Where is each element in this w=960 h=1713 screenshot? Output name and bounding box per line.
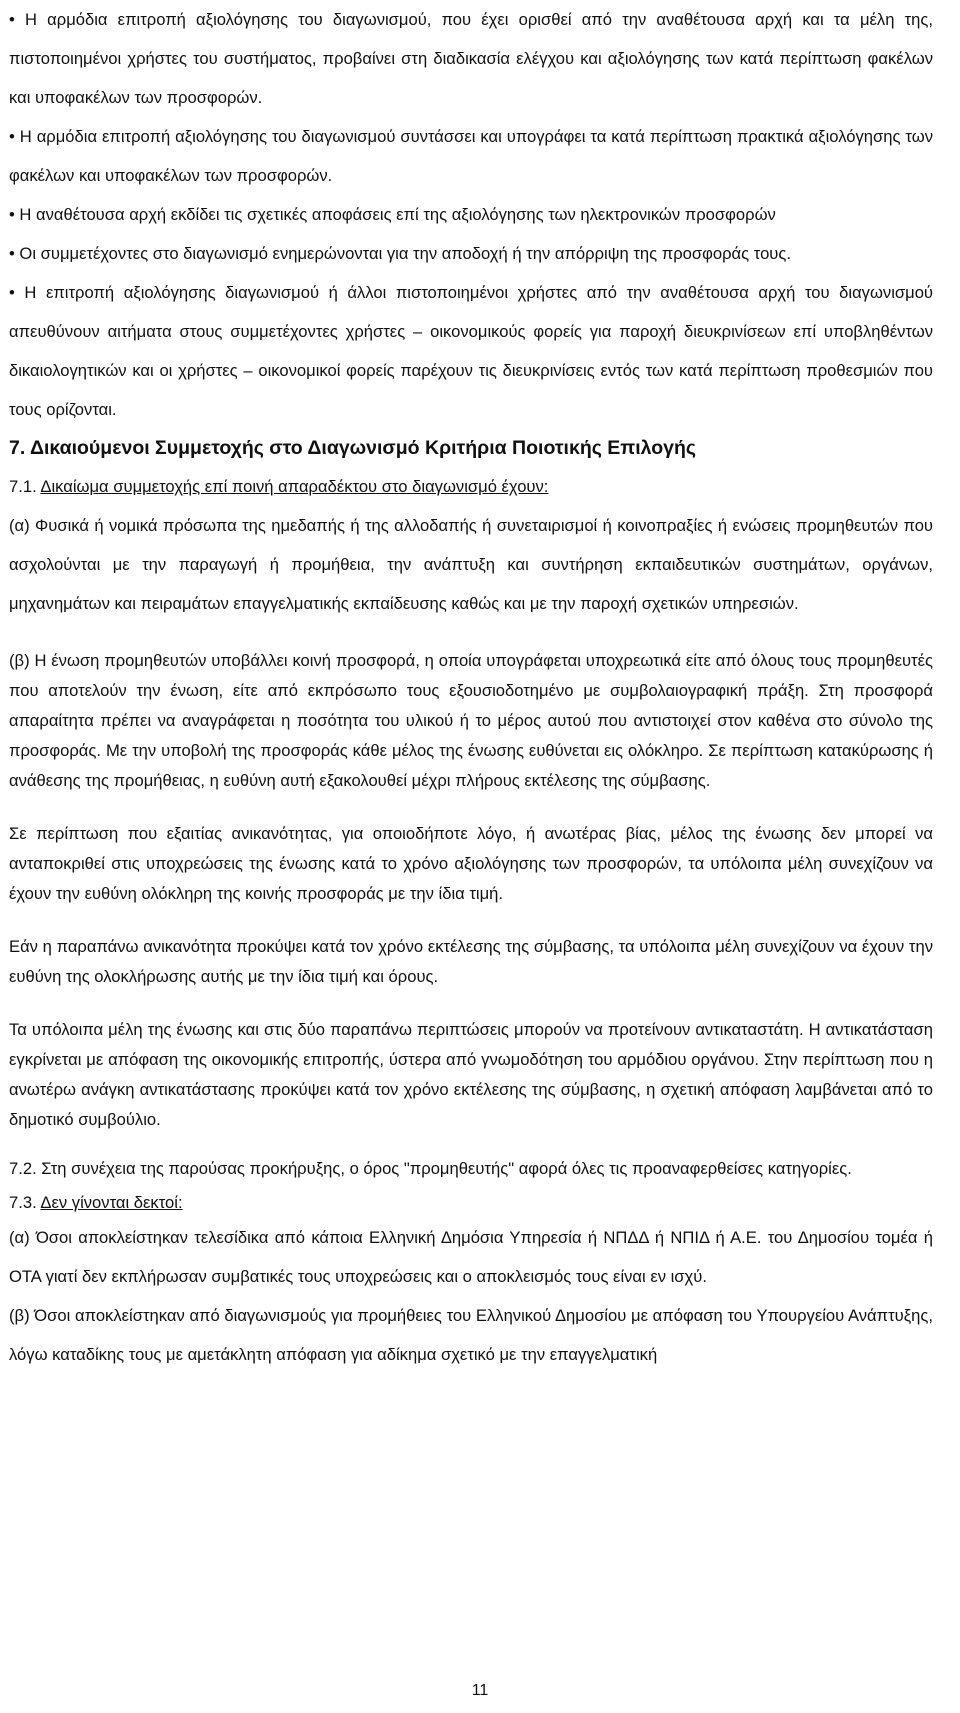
section-7-1-paragraph-2: Εάν η παραπάνω ανικανότητα προκύψει κατά τον χρόνο εκτέλεσης της σύμβασης, τα υπόλοιπα μέλη συνεχίζουν να έχουν την ευθύνη της ολοκλήρωσης αυτής με την ίδια τιμή και όρους.: [9, 937, 933, 986]
section-7-heading-text: 7. Δικαιούμενοι Συμμετοχής στο Διαγωνισμό Κριτήρια Ποιοτικής Επιλογής: [9, 437, 697, 459]
section-7-3-a: (α) Όσοι αποκλείστηκαν τελεσίδικα από κάποια Ελληνική Δημόσια Υπηρεσία ή ΝΠΔΔ ή ΝΠΙΔ ή Α.Ε. του Δημοσίου τομέα ή ΟΤΑ γιατί δεν εκπλήρωσαν συμβατικές τους υποχρεώσεις και ο αποκλεισμός τους είναι εν ισχύ.: [9, 1228, 933, 1286]
document-page: [9, 0, 933, 1374]
section-7-1-paragraph-1: Σε περίπτωση που εξαιτίας ανικανότητας, για οποιοδήποτε λόγο, ή ανωτέρας βίας, μέλος της ένωσης δεν μπορεί να ανταποκριθεί στις υποχρεώσεις της ένωσης κατά το χρόνο αξιολόγησης των προσφορών, τα υπόλοιπα μέλη συνεχίζουν να έχουν την ευθύνη ολόκληρη της κοινής προσφοράς με την ίδια τιμή.: [9, 824, 933, 903]
section-7-1-title: [9, 467, 933, 506]
bullet-participants-notified: • Οι συμμετέχοντες στο διαγωνισμό ενημερώνονται για την αποδοχή ή την απόρριψη της προσφοράς τους.: [9, 234, 933, 273]
section-7-heading: [9, 433, 933, 463]
section-7-2: 7.2. Στη συνέχεια της παρούσας προκήρυξης, ο όρος "προμηθευτής" αφορά όλες τις προαναφερθείσες κατηγορίες.: [9, 1159, 852, 1178]
section-7-1-paragraph-3: Τα υπόλοιπα μέλη της ένωσης και στις δύο παραπάνω περιπτώσεις μπορούν να προτείνουν αντικαταστάτη. Η αντικατάσταση εγκρίνεται με απόφαση της οικονομικής επιτροπής, ύστερα από γνωμοδότηση του αρμόδιου οργάνου. Στην περίπτωση που η ανωτέρω ανάγκη αντικατάστασης προκύψει κατά τον χρόνο εκτέλεσης της σύμβασης, η σχετική απόφαση λαμβάνεται από το δημοτικό συμβούλιο.: [9, 1020, 933, 1129]
section-7-1-a: (α) Φυσικά ή νομικά πρόσωπα της ημεδαπής ή της αλλοδαπής ή συνεταιρισμοί ή κοινοπραξίες ή ενώσεις προμηθευτών που ασχολούνται με την παραγωγή ή προμήθεια, την ανάπτυξη και συντήρηση εκπαιδευτικών συστημάτων, οργάνων, μηχανημάτων και πειραμάτων επαγγελματικής εκπαίδευσης καθώς και με την παροχή σχετικών υπηρεσιών.: [9, 516, 933, 613]
section-7-3-b: (β) Όσοι αποκλείστηκαν από διαγωνισμούς για προμήθειες του Ελληνικού Δημοσίου με απόφαση του Υπουργείου Ανάπτυξης, λόγω καταδίκης τους με αμετάκλητη απόφαση για αδίκημα σχετικό με την επαγγελματική: [9, 1306, 933, 1364]
bullet-authority-decisions: • Η αναθέτουσα αρχή εκδίδει τις σχετικές αποφάσεις επί της αξιολόγησης των ηλεκτρονικών προσφορών: [9, 195, 933, 234]
section-7-1-title-text: Δικαίωμα συμμετοχής επί ποινή απαραδέκτου στο διαγωνισμό έχουν:: [40, 477, 549, 496]
bullet-clarifications: • Η επιτροπή αξιολόγησης διαγωνισμού ή άλλοι πιστοποιημένοι χρήστες από την αναθέτουσα αρχή του διαγωνισμού απευθύνουν αιτήματα στους συμμετέχοντες χρήστες – οικονομικούς φορείς για παροχή διευκρινίσεων επί υποβληθέντων δικαιολογητικών και οι χρήστες – οικονομικοί φορείς παρέχουν τις διευκρινίσεις εντός των κατά περίπτωση προθεσμιών που τους ορίζονται.: [9, 273, 933, 429]
section-7-3-number: 7.3.: [9, 1193, 37, 1212]
bullet-committee-evaluation: • Η αρμόδια επιτροπή αξιολόγησης του διαγωνισμού, που έχει ορισθεί από την αναθέτουσα αρχή και τα μέλη της, πιστοποιημένοι χρήστες του συστήματος, προβαίνει στη διαδικασία ελέγχου και αξιολόγησης των κατά περίπτωση φακέλων και υποφακέλων των προσφορών.: [9, 0, 933, 117]
section-7-3-title-text: Δεν γίνονται δεκτοί:: [40, 1193, 183, 1212]
section-7-1-number: 7.1.: [9, 477, 37, 496]
bullet-committee-minutes: • Η αρμόδια επιτροπή αξιολόγησης του διαγωνισμού συντάσσει και υπογράφει τα κατά περίπτωση πρακτικά αξιολόγησης των φακέλων και υποφακέλων των προσφορών.: [9, 117, 933, 195]
page-number: 11: [471, 1682, 489, 1699]
section-7-1-b: (β) Η ένωση προμηθευτών υποβάλλει κοινή προσφορά, η οποία υπογράφεται υποχρεωτικά είτε από όλους τους προμηθευτές που αποτελούν την ένωση, είτε από εκπρόσωπο τους εξουσιοδοτημένο με συμβολαιογραφική πράξη. Στη προσφορά απαραίτητα πρέπει να αναγράφεται η ποσότητα του υλικού ή το μέρος αυτού που αντιστοιχεί στον καθένα στο σύνολο της προσφοράς. Με την υποβολή της προσφοράς κάθε μέλος της ένωσης ευθύνεται εις ολόκληρο. Σε περίπτωση κατακύρωσης ή ανάθεσης της προμήθειας, η ευθύνη αυτή εξακολουθεί μέχρι πλήρους εκτέλεσης της σύμβασης.: [9, 651, 933, 790]
section-7-3-title: [9, 1188, 933, 1218]
